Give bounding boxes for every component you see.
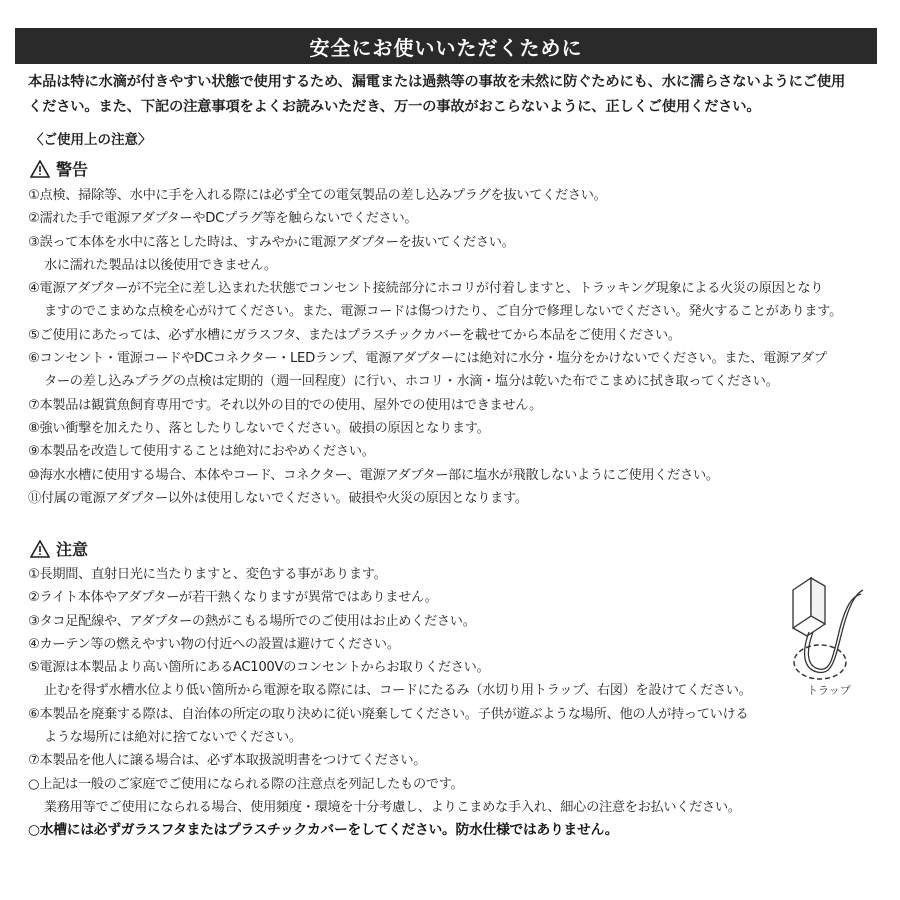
caution-item: ②ライト本体やアダプターが若干熱くなりますが異常ではありません。 [28,590,438,606]
page-title: 安全にお使いいただくために [309,35,583,60]
caution-heading-label: 注意 [56,540,89,559]
caution-item-continuation: 止むを得ず水槽水位より低い箇所から電源を取る際には、コードにたるみ（水切り用トラップ、右図）を設けてください。 [44,683,752,699]
warning-item: ⑧強い衝撃を加えたり、落としたりしないでください。破損の原因となります。 [28,420,490,436]
caution-note-bold: ○水槽には必ずガラスフタまたはプラスチックカバーをしてください。防水仕様ではありません。 [28,822,619,839]
warning-item: ①点検、掃除等、水中に手を入れる際には必ず全ての電気製品の差し込みプラグを抜いてください。 [28,188,607,203]
caution-item: ④カーテン等の燃えやすい物の付近への設置は避けてください。 [28,636,400,652]
warning-item: ⑥コンセント・電源コードやDCコネクター・LEDランプ、電源アダプターには絶対に水分・塩分をかけないでください。また、電源アダプ [28,351,827,367]
drip-loop-label: トラップ [807,684,851,697]
caution-item: ⑦本製品を他人に譲る場合は、必ず本取扱説明書をつけてください。 [28,753,427,769]
warning-item: ③誤って本体を水中に落とした時は、すみやかに電源アダプターを抜いてください。 [28,234,515,250]
warning-item-continuation: 水に濡れた製品は以後使用できません。 [44,257,277,273]
intro-line: 本品は特に水滴が付きやすい状態で使用するため、漏電または過熱等の事故を未然に防ぐためにも、水に濡らさないようにご使用 [28,74,846,90]
usage-notes-subheading: 〈ご使用上の注意〉 [30,132,152,148]
caution-item-continuation: ような場所には絶対に捨てないでください。 [44,730,302,746]
caution-triangle-icon [30,540,50,558]
warning-list [28,184,888,510]
warning-heading-label: 警告 [56,160,89,179]
caution-list [28,563,888,843]
warning-item-continuation: ターの差し込みプラグの点検は定期的（週一回程度）に行い、ホコリ・水滴・塩分は乾いた布でこまめに拭き取ってください。 [44,374,779,390]
caution-note-continuation: 業務用等でご使用になられる場合、使用頻度・環境を十分考慮し、よりこまめな手入れ、細心の注意をお払いください。 [44,799,741,815]
warning-item: ⑤ご使用にあたっては、必ず水槽にガラスフタ、またはプラスチックカバーを載せてから本品をご使用ください。 [28,327,681,343]
caution-note: ○上記は一般のご家庭でご使用になられる際の注意点を列記したものです。 [28,776,464,792]
intro-paragraph [28,70,883,120]
intro-line: ください。また、下記の注意事項をよくお読みいただき、万一の事故がおこらないように、正しくご使用ください。 [28,99,761,115]
caution-item: ①長期間、直射日光に当たりますと、変色する事があります。 [28,567,387,582]
title-bar [15,28,877,64]
caution-item: ③タコ足配線や、アダプターの熱がこもる場所でのご使用はお止めください。 [28,613,476,629]
caution-item: ⑥本製品を廃棄する際は、自治体の所定の取り決めに従い廃棄してください。子供が遊ぶような場所、他の人が持っていける [28,706,749,722]
caution-item: ⑤電源は本製品より高い箇所にあるAC100Vのコンセントからお取りください。 [28,660,490,676]
warning-item: ②濡れた手で電源アダプターやDCプラグ等を触らないでください。 [28,211,418,227]
warning-item-continuation: ますのでこまめな点検を心がけてください。また、電源コードは傷つけたり、ご自分で修理しないでください。発火することがあります。 [44,304,842,320]
warning-item: ⑨本製品を改造して使用することは絶対におやめください。 [28,444,375,460]
caution-heading [30,537,88,560]
warning-item: ⑦本製品は観賞魚飼育専用です。それ以外の目的での使用、屋外での使用はできません。 [28,397,542,413]
warning-triangle-icon [30,160,50,178]
warning-item: ④電源アダプターが不完全に差し込まれた状態でコンセント接続部分にホコリが付着しますと、トラッキング現象による火災の原因となり [28,281,824,297]
warning-item: ⑩海水水槽に使用する場合、本体やコード、コネクター、電源アダプター部に塩水が飛散しないようにご使用ください。 [28,467,719,483]
warning-item: ⑪付属の電源アダプター以外は使用しないでください。破損や火災の原因となります。 [28,490,528,506]
warning-heading [30,157,88,180]
